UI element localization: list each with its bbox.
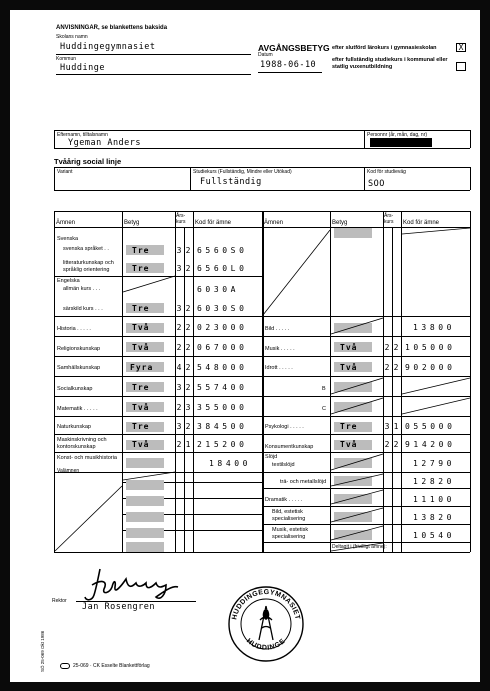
student-name: Ygeman Anders bbox=[68, 138, 142, 148]
subject-engelska: Engelska bbox=[57, 278, 80, 284]
years-a: 2 bbox=[176, 403, 182, 412]
title-option-1: efter slutförd lärokurs i gymnasieskolan bbox=[332, 45, 437, 51]
subject-code: 6560L0 bbox=[197, 264, 248, 273]
grade-konsumentkunskap: Två bbox=[340, 440, 358, 449]
form-code: 25-069 · CK Esselte Blankettförlag bbox=[73, 663, 150, 669]
code-header-left: Kod för ämne bbox=[195, 220, 232, 226]
subject-code: 215200 bbox=[197, 440, 248, 449]
subject-litteraturkunskap: litteraturkunskap och språklig orientering bbox=[63, 260, 114, 273]
subject-code: 18400 bbox=[209, 459, 252, 468]
years-a: 4 bbox=[176, 363, 182, 372]
subject-musik: Musik . . . bbox=[265, 346, 295, 353]
grade-samhallskunskap: Fyra bbox=[130, 363, 154, 372]
years-header-right: Års-kurs bbox=[384, 213, 394, 225]
instructions-text: ANVISNINGAR, se blankettens baksida bbox=[56, 25, 168, 31]
study-course-value: Fullständig bbox=[200, 177, 262, 187]
municipality-value: Huddinge bbox=[60, 63, 105, 73]
years-b: 2 bbox=[185, 343, 191, 352]
school-stamp bbox=[226, 584, 306, 664]
subject-code: 067000 bbox=[197, 343, 248, 352]
years-a: 2 bbox=[384, 440, 390, 449]
subject-allman-kurs: allmän kurs . . . bbox=[63, 286, 101, 292]
grade-sarskild-kurs: Tre bbox=[132, 304, 150, 313]
esselte-logo-icon bbox=[60, 663, 70, 669]
school-label: Skolans namn bbox=[56, 34, 88, 40]
date-value: 1988-06-10 bbox=[260, 60, 317, 70]
svg-text:HUDDINGEGYMNASIET: HUDDINGEGYMNASIET bbox=[231, 588, 301, 621]
certificate-title: AVGÅNGSBETYG bbox=[258, 43, 330, 53]
subject-code: 355000 bbox=[197, 403, 248, 412]
years-header-left: Års-kurs bbox=[176, 213, 186, 225]
subject-code: 6030A bbox=[197, 285, 240, 294]
years-b: 2 bbox=[185, 323, 191, 332]
grade-socialkunskap: Tre bbox=[132, 383, 150, 392]
subject-code: 023000 bbox=[197, 323, 248, 332]
study-course-label: Studiekurs (Fullständig, Mindre eller Utökad) bbox=[193, 169, 292, 175]
subject-svenska-spraket: svenska språket . . bbox=[63, 246, 109, 252]
subject-naturkunskap: Naturkunskap bbox=[57, 424, 91, 430]
rektor-signature bbox=[82, 565, 192, 605]
years-b: 2 bbox=[393, 440, 399, 449]
years-a: 2 bbox=[176, 323, 182, 332]
years-b: 1 bbox=[393, 422, 399, 431]
line-title: Tvåårig social linje bbox=[54, 157, 122, 166]
years-b: 2 bbox=[393, 343, 399, 352]
years-b: 2 bbox=[393, 363, 399, 372]
redacted-pnr bbox=[370, 138, 432, 147]
subjects-header-left: Ämnen bbox=[56, 220, 76, 226]
subject-konst-musikhistoria: Konst- och musikhistoria bbox=[57, 455, 117, 461]
subject-code: 10540 bbox=[413, 531, 456, 540]
side-form-code: SÖ 25-069 Okt 1986 bbox=[40, 630, 45, 672]
years-b: 3 bbox=[185, 403, 191, 412]
subject-c: C bbox=[322, 406, 326, 412]
rektor-label: Rektor bbox=[52, 598, 67, 604]
subject-b: B bbox=[322, 386, 326, 392]
subject-code: 548000 bbox=[197, 363, 248, 372]
name-label: Efternamn, tilltalsnamn bbox=[57, 132, 108, 138]
subject-svenska: Svenska bbox=[57, 236, 79, 242]
date-label: Datum bbox=[258, 52, 273, 58]
code-header-right: Kod för ämne bbox=[403, 220, 440, 226]
checkbox-gymnasieskolan[interactable]: X bbox=[456, 43, 466, 52]
grade-historia: Två bbox=[132, 323, 150, 332]
years-a: 3 bbox=[176, 304, 182, 313]
checkbox-vuxenutbildning[interactable] bbox=[456, 62, 466, 71]
years-a: 2 bbox=[384, 363, 390, 372]
years-a: 2 bbox=[384, 343, 390, 352]
years-a: 3 bbox=[176, 246, 182, 255]
subject-matematik: Matematik . . . bbox=[57, 406, 98, 413]
pnr-label: Personnr (år, mån, dag, nr) bbox=[367, 132, 428, 138]
years-a: 3 bbox=[176, 383, 182, 392]
subject-code: 6030S0 bbox=[197, 304, 248, 313]
years-b: 2 bbox=[185, 363, 191, 372]
years-a: 3 bbox=[176, 264, 182, 273]
subject-code: 13800 bbox=[413, 323, 456, 332]
grade-matematik: Två bbox=[132, 403, 150, 412]
grade-musik: Två bbox=[340, 343, 358, 352]
subject-code: 902000 bbox=[405, 363, 456, 372]
grade-header-left: Betyg bbox=[124, 220, 140, 226]
title-option-2: efter fullständig studiekurs i kommunal eller statlig vuxenutbildning bbox=[332, 57, 448, 70]
grade-psykologi: Tre bbox=[340, 422, 358, 431]
subject-idrott: Idrott . . . bbox=[265, 365, 293, 372]
years-b: 1 bbox=[185, 440, 191, 449]
subject-konsumentkunskap: Konsumentkunskap bbox=[265, 444, 314, 450]
subject-sarskild-kurs: särskild kurs . . . bbox=[63, 306, 103, 312]
grade-maskinskrivning: Två bbox=[132, 440, 150, 449]
subject-code: 384500 bbox=[197, 422, 248, 431]
municipality-label: Kommun bbox=[56, 56, 77, 62]
grade-religionskunskap: Två bbox=[132, 343, 150, 352]
grade-idrott: Två bbox=[340, 363, 358, 372]
grade-header-right: Betyg bbox=[332, 220, 348, 226]
subject-tra-metallslojd: trä- och metallslöjd bbox=[280, 479, 327, 485]
grade-svenska-spraket: Tre bbox=[132, 246, 150, 255]
subject-code: 11100 bbox=[413, 495, 456, 504]
rektor-name: Jan Rosengren bbox=[82, 602, 156, 612]
years-a: 2 bbox=[176, 343, 182, 352]
grade-litteraturkunskap: Tre bbox=[132, 264, 150, 273]
svg-text:HUDDINGE: HUDDINGE bbox=[244, 637, 288, 652]
years-b: 2 bbox=[185, 264, 191, 273]
subject-slojd: Slöjd bbox=[265, 454, 278, 460]
subject-dramatik: Dramatik . . . bbox=[265, 497, 302, 504]
study-code-value: SOO bbox=[368, 179, 385, 189]
grade-certificate bbox=[10, 10, 480, 682]
subject-historia: Historia . . . bbox=[57, 326, 91, 333]
subject-samhallskunskap: Samhällskunskap bbox=[57, 365, 101, 371]
years-a: 3 bbox=[384, 422, 390, 431]
subject-code: 914200 bbox=[405, 440, 456, 449]
subject-maskinskrivning: Maskinskrivning och kontorskunskap bbox=[57, 437, 107, 450]
subject-code: 12820 bbox=[413, 477, 456, 486]
years-a: 2 bbox=[176, 440, 182, 449]
subject-code: 6560S0 bbox=[197, 246, 248, 255]
subject-psykologi: Psykologi . . . bbox=[265, 424, 304, 431]
valamnen-label: Valämnen bbox=[57, 468, 80, 474]
years-b: 2 bbox=[185, 422, 191, 431]
subject-textilslojd: textilslöjd bbox=[272, 462, 295, 468]
subject-code: 12790 bbox=[413, 459, 456, 468]
study-code-label: Kod för studieväg bbox=[367, 169, 406, 175]
deltagit-label: Deltagit i (frivilligt ämne): bbox=[332, 544, 387, 550]
subject-code: 105000 bbox=[405, 343, 456, 352]
years-b: 2 bbox=[185, 246, 191, 255]
years-b: 2 bbox=[185, 383, 191, 392]
subject-musik-estetisk: Musik, estetisk specialisering bbox=[272, 527, 309, 540]
subject-code: 13820 bbox=[413, 513, 456, 522]
subject-code: 557400 bbox=[197, 383, 248, 392]
school-value: Huddingegymnasiet bbox=[60, 42, 156, 52]
subject-socialkunskap: Socialkunskap bbox=[57, 386, 93, 392]
subject-bild: Bild . . . bbox=[265, 326, 289, 333]
grade-naturkunskap: Tre bbox=[132, 422, 150, 431]
subject-bild-estetisk: Bild, estetisk specialisering bbox=[272, 509, 306, 522]
years-b: 2 bbox=[185, 304, 191, 313]
variant-label: Variant bbox=[57, 169, 73, 175]
subjects-header-right: Ämnen bbox=[264, 220, 284, 226]
subject-religionskunskap: Religionskunskap bbox=[57, 346, 101, 352]
subject-code: 055000 bbox=[405, 422, 456, 431]
years-a: 3 bbox=[176, 422, 182, 431]
